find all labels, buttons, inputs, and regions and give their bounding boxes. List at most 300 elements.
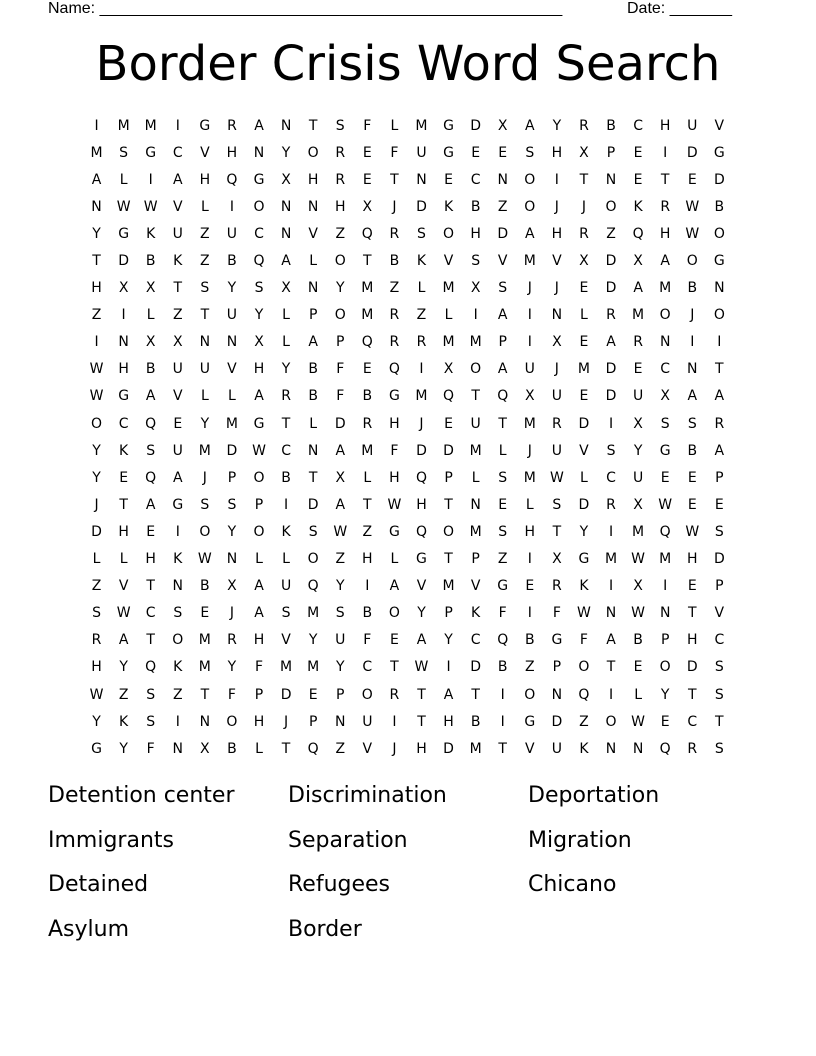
grid-letter[interactable]: H <box>253 632 265 649</box>
grid-letter[interactable]: A <box>254 388 264 405</box>
grid-letter[interactable]: O <box>334 307 346 324</box>
grid-letter[interactable]: B <box>281 469 291 486</box>
grid-letter[interactable]: X <box>281 280 291 297</box>
grid-letter[interactable]: P <box>471 551 480 568</box>
grid-letter[interactable]: X <box>660 388 670 405</box>
grid-letter[interactable]: S <box>498 523 508 540</box>
grid-letter[interactable]: O <box>443 523 455 540</box>
grid-letter[interactable]: I <box>473 307 478 324</box>
grid-letter[interactable]: X <box>470 280 481 297</box>
grid-letter[interactable]: W <box>658 496 673 513</box>
grid-letter[interactable]: W <box>333 523 348 540</box>
grid-letter[interactable]: K <box>281 523 291 540</box>
grid-letter[interactable]: S <box>335 605 345 622</box>
grid-letter[interactable]: D <box>443 442 454 459</box>
grid-letter[interactable]: O <box>713 307 725 324</box>
grid-letter[interactable]: Y <box>552 117 562 134</box>
grid-letter[interactable]: W <box>685 198 700 215</box>
grid-letter[interactable]: W <box>89 686 104 703</box>
grid-letter[interactable]: V <box>172 198 183 215</box>
grid-letter[interactable]: H <box>118 361 129 378</box>
grid-letter[interactable]: N <box>416 171 427 188</box>
grid-letter[interactable]: T <box>146 632 155 649</box>
grid-letter[interactable]: H <box>416 496 427 513</box>
grid-letter[interactable]: P <box>715 469 724 486</box>
grid-letter[interactable]: Q <box>497 388 509 405</box>
grid-letter[interactable]: W <box>685 523 700 540</box>
grid-letter[interactable]: N <box>226 551 238 568</box>
grid-letter[interactable]: O <box>659 307 671 324</box>
grid-letter[interactable]: V <box>552 253 562 270</box>
grid-letter[interactable]: I <box>94 117 99 134</box>
grid-letter[interactable]: P <box>254 496 264 513</box>
grid-letter[interactable]: P <box>336 686 345 703</box>
grid-letter[interactable]: E <box>579 280 589 297</box>
grid-letter[interactable]: Y <box>335 280 345 297</box>
grid-letter[interactable]: A <box>714 388 725 405</box>
grid-letter[interactable]: R <box>660 198 671 215</box>
grid-letter[interactable]: G <box>443 117 454 134</box>
grid-letter[interactable]: W <box>89 361 104 378</box>
grid-letter[interactable]: W <box>89 388 104 405</box>
grid-letter[interactable]: Z <box>172 307 183 324</box>
grid-letter[interactable]: L <box>390 551 399 568</box>
grid-letter[interactable]: M <box>659 551 672 568</box>
grid-letter[interactable]: H <box>416 740 427 757</box>
grid-letter[interactable]: D <box>605 361 617 378</box>
grid-letter[interactable]: S <box>308 523 318 540</box>
grid-letter[interactable]: L <box>200 198 209 215</box>
grid-letter[interactable]: X <box>335 469 346 486</box>
grid-letter[interactable]: A <box>389 578 400 595</box>
grid-letter[interactable]: E <box>633 171 643 188</box>
grid-letter[interactable]: L <box>498 442 507 459</box>
grid-letter[interactable]: J <box>202 469 207 486</box>
grid-letter[interactable]: I <box>608 523 614 540</box>
grid-letter[interactable]: M <box>198 659 211 676</box>
grid-letter[interactable]: T <box>687 605 697 622</box>
grid-letter[interactable]: E <box>119 469 129 486</box>
grid-letter[interactable]: T <box>660 171 670 188</box>
grid-letter[interactable]: E <box>687 469 697 486</box>
grid-letter[interactable]: L <box>255 551 263 568</box>
grid-letter[interactable]: E <box>173 415 183 432</box>
grid-letter[interactable]: M <box>225 415 238 432</box>
grid-letter[interactable]: O <box>713 225 725 242</box>
grid-letter[interactable]: Q <box>659 523 671 540</box>
grid-letter[interactable]: X <box>118 280 129 297</box>
grid-letter[interactable]: U <box>226 307 238 324</box>
grid-letter[interactable]: W <box>577 605 591 622</box>
grid-letter[interactable]: X <box>552 551 562 568</box>
grid-letter[interactable]: W <box>252 442 266 459</box>
grid-letter[interactable]: B <box>606 117 616 134</box>
grid-letter[interactable]: E <box>660 469 670 486</box>
grid-letter[interactable]: W <box>116 198 131 215</box>
grid-letter[interactable]: Y <box>92 225 101 242</box>
grid-letter[interactable]: U <box>362 713 373 730</box>
grid-letter[interactable]: N <box>280 225 292 242</box>
grid-letter[interactable]: I <box>392 713 397 730</box>
grid-letter[interactable]: A <box>308 334 318 351</box>
grid-letter[interactable]: Q <box>307 740 319 757</box>
grid-letter[interactable]: X <box>579 253 589 270</box>
grid-letter[interactable]: V <box>714 117 725 134</box>
grid-letter[interactable]: L <box>580 469 588 486</box>
grid-letter[interactable]: X <box>145 280 156 297</box>
grid-letter[interactable]: O <box>307 144 319 161</box>
grid-letter[interactable]: H <box>253 713 265 730</box>
grid-letter[interactable]: Z <box>200 225 210 242</box>
grid-letter[interactable]: P <box>444 605 453 622</box>
grid-letter[interactable]: M <box>415 388 428 405</box>
grid-letter[interactable]: X <box>633 253 643 270</box>
grid-letter[interactable]: A <box>172 171 183 188</box>
grid-letter[interactable]: M <box>280 659 293 676</box>
grid-letter[interactable]: O <box>605 713 617 730</box>
grid-letter[interactable]: L <box>282 307 290 324</box>
grid-letter[interactable]: N <box>551 686 563 703</box>
grid-letter[interactable]: N <box>280 198 292 215</box>
grid-letter[interactable]: Q <box>415 523 427 540</box>
grid-letter[interactable]: S <box>119 144 129 161</box>
grid-letter[interactable]: A <box>687 388 698 405</box>
grid-letter[interactable]: V <box>497 253 508 270</box>
grid-letter[interactable]: S <box>146 686 156 703</box>
grid-letter[interactable]: V <box>443 253 454 270</box>
grid-letter[interactable]: S <box>92 605 101 622</box>
grid-letter[interactable]: H <box>91 280 102 297</box>
grid-letter[interactable]: A <box>633 280 643 297</box>
grid-letter[interactable]: F <box>336 388 345 405</box>
grid-letter[interactable]: N <box>605 171 617 188</box>
grid-letter[interactable]: N <box>551 307 563 324</box>
grid-letter[interactable]: O <box>361 686 373 703</box>
grid-letter[interactable]: M <box>90 144 103 161</box>
grid-letter[interactable]: Q <box>388 361 400 378</box>
grid-letter[interactable]: N <box>199 713 211 730</box>
grid-letter[interactable]: V <box>579 442 589 459</box>
grid-letter[interactable]: O <box>605 198 617 215</box>
grid-letter[interactable]: O <box>470 361 482 378</box>
grid-letter[interactable]: O <box>253 523 265 540</box>
grid-letter[interactable]: M <box>523 253 536 270</box>
grid-letter[interactable]: Z <box>118 686 129 703</box>
grid-letter[interactable]: V <box>227 361 237 378</box>
grid-letter[interactable]: R <box>606 496 616 513</box>
grid-letter[interactable]: S <box>552 496 562 513</box>
grid-letter[interactable]: T <box>390 171 399 188</box>
grid-letter[interactable]: R <box>552 415 562 432</box>
grid-letter[interactable]: R <box>579 117 589 134</box>
grid-letter[interactable]: F <box>254 659 264 676</box>
grid-letter[interactable]: F <box>363 632 372 649</box>
grid-letter[interactable]: E <box>389 632 399 649</box>
grid-letter[interactable]: X <box>443 361 454 378</box>
grid-letter[interactable]: E <box>633 144 643 161</box>
grid-letter[interactable]: E <box>687 171 697 188</box>
grid-letter[interactable]: H <box>389 469 400 486</box>
grid-letter[interactable]: R <box>335 144 346 161</box>
grid-letter[interactable]: L <box>92 551 101 568</box>
grid-letter[interactable]: B <box>470 198 481 215</box>
grid-letter[interactable]: Q <box>361 334 373 351</box>
grid-letter[interactable]: U <box>172 442 183 459</box>
grid-letter[interactable]: X <box>497 117 508 134</box>
grid-letter[interactable]: S <box>146 713 156 730</box>
grid-letter[interactable]: H <box>524 523 536 540</box>
grid-letter[interactable]: M <box>659 280 672 297</box>
grid-letter[interactable]: O <box>388 605 400 622</box>
grid-letter[interactable]: U <box>632 388 644 405</box>
grid-letter[interactable]: X <box>200 740 210 757</box>
grid-letter[interactable]: S <box>471 253 481 270</box>
grid-letter[interactable]: Z <box>389 280 400 297</box>
grid-letter[interactable]: U <box>335 632 346 649</box>
grid-letter[interactable]: X <box>172 334 183 351</box>
grid-letter[interactable]: B <box>687 442 698 459</box>
grid-letter[interactable]: Z <box>91 578 102 595</box>
grid-letter[interactable]: K <box>119 442 129 459</box>
grid-letter[interactable]: A <box>254 117 264 134</box>
grid-letter[interactable]: O <box>253 469 265 486</box>
grid-letter[interactable]: Q <box>145 469 157 486</box>
name-field[interactable]: Name: ____________________________________________________ <box>48 0 563 17</box>
grid-letter[interactable]: G <box>551 632 563 649</box>
grid-letter[interactable]: I <box>284 496 289 513</box>
grid-letter[interactable]: Y <box>92 442 101 459</box>
grid-letter[interactable]: S <box>173 605 183 622</box>
grid-letter[interactable]: E <box>146 523 156 540</box>
grid-letter[interactable]: H <box>551 225 563 242</box>
grid-letter[interactable]: O <box>578 659 590 676</box>
grid-letter[interactable]: L <box>417 280 426 297</box>
grid-letter[interactable]: J <box>229 605 234 622</box>
grid-letter[interactable]: X <box>633 415 643 432</box>
grid-letter[interactable]: B <box>308 388 318 405</box>
grid-letter[interactable]: M <box>523 415 536 432</box>
grid-letter[interactable]: G <box>145 144 157 161</box>
grid-letter[interactable]: G <box>416 551 427 568</box>
grid-letter[interactable]: T <box>363 496 372 513</box>
grid-letter[interactable]: J <box>392 740 397 757</box>
grid-letter[interactable]: K <box>579 740 589 757</box>
grid-letter[interactable]: L <box>228 388 236 405</box>
grid-letter[interactable]: X <box>552 334 562 351</box>
grid-letter[interactable]: Y <box>227 659 237 676</box>
grid-letter[interactable]: C <box>362 659 373 676</box>
grid-letter[interactable]: I <box>446 659 451 676</box>
grid-letter[interactable]: D <box>578 496 590 513</box>
grid-letter[interactable]: O <box>443 225 455 242</box>
grid-letter[interactable]: M <box>632 307 645 324</box>
grid-letter[interactable]: T <box>308 117 318 134</box>
grid-letter[interactable]: E <box>362 171 372 188</box>
grid-letter[interactable]: Z <box>606 225 616 242</box>
grid-letter[interactable]: O <box>524 171 536 188</box>
grid-letter[interactable]: C <box>145 605 156 622</box>
grid-letter[interactable]: A <box>335 496 346 513</box>
grid-letter[interactable]: W <box>631 605 646 622</box>
grid-letter[interactable]: W <box>143 198 158 215</box>
grid-letter[interactable]: D <box>91 523 102 540</box>
grid-letter[interactable]: Z <box>200 253 210 270</box>
grid-letter[interactable]: E <box>362 144 372 161</box>
grid-letter[interactable]: N <box>659 605 671 622</box>
grid-letter[interactable]: J <box>527 442 532 459</box>
grid-letter[interactable]: Q <box>497 632 509 649</box>
grid-letter[interactable]: C <box>714 632 725 649</box>
grid-letter[interactable]: W <box>387 496 402 513</box>
grid-letter[interactable]: G <box>659 442 671 459</box>
grid-letter[interactable]: N <box>605 740 617 757</box>
grid-letter[interactable]: N <box>307 280 319 297</box>
grid-letter[interactable]: H <box>253 361 265 378</box>
grid-letter[interactable]: K <box>119 713 129 730</box>
grid-letter[interactable]: B <box>227 253 237 270</box>
grid-letter[interactable]: V <box>362 740 373 757</box>
grid-letter[interactable]: H <box>470 225 481 242</box>
grid-letter[interactable]: E <box>579 388 589 405</box>
grid-letter[interactable]: D <box>605 388 617 405</box>
grid-letter[interactable]: P <box>336 334 345 351</box>
grid-letter[interactable]: E <box>498 496 508 513</box>
grid-letter[interactable]: N <box>687 361 698 378</box>
grid-letter[interactable]: C <box>660 361 671 378</box>
grid-letter[interactable]: F <box>552 605 561 622</box>
grid-letter[interactable]: D <box>280 686 292 703</box>
grid-letter[interactable]: R <box>389 334 400 351</box>
grid-letter[interactable]: I <box>175 523 180 540</box>
grid-letter[interactable]: P <box>227 469 237 486</box>
grid-letter[interactable]: Z <box>335 551 346 568</box>
grid-letter[interactable]: D <box>686 659 698 676</box>
grid-letter[interactable]: Y <box>335 578 345 595</box>
grid-letter[interactable]: J <box>581 198 587 215</box>
grid-letter[interactable]: Q <box>659 740 671 757</box>
grid-letter[interactable]: I <box>690 334 695 351</box>
grid-letter[interactable]: U <box>524 361 535 378</box>
grid-letter[interactable]: X <box>254 334 264 351</box>
grid-letter[interactable]: P <box>308 307 318 324</box>
grid-letter[interactable]: D <box>551 713 563 730</box>
grid-letter[interactable]: E <box>444 415 453 432</box>
date-field[interactable]: Date: _______ <box>627 0 732 17</box>
grid-letter[interactable]: B <box>200 578 210 595</box>
grid-letter[interactable]: Y <box>579 523 589 540</box>
grid-letter[interactable]: S <box>606 442 616 459</box>
grid-letter[interactable]: P <box>308 713 318 730</box>
grid-letter[interactable]: E <box>660 713 670 730</box>
grid-letter[interactable]: L <box>363 469 372 486</box>
grid-letter[interactable]: O <box>199 523 211 540</box>
grid-letter[interactable]: W <box>631 551 646 568</box>
grid-letter[interactable]: J <box>392 198 397 215</box>
grid-letter[interactable]: Q <box>415 469 427 486</box>
grid-letter[interactable]: L <box>309 253 318 270</box>
grid-letter[interactable]: O <box>172 632 184 649</box>
grid-letter[interactable]: O <box>524 686 536 703</box>
grid-letter[interactable]: U <box>470 415 481 432</box>
grid-letter[interactable]: P <box>660 632 670 649</box>
grid-letter[interactable]: Z <box>579 713 589 730</box>
grid-letter[interactable]: U <box>551 740 562 757</box>
grid-letter[interactable]: V <box>200 144 210 161</box>
grid-letter[interactable]: U <box>551 388 562 405</box>
grid-letter[interactable]: G <box>497 578 509 595</box>
grid-letter[interactable]: V <box>525 740 535 757</box>
grid-letter[interactable]: H <box>334 198 346 215</box>
grid-letter[interactable]: S <box>525 144 535 161</box>
grid-letter[interactable]: I <box>419 361 424 378</box>
grid-letter[interactable]: T <box>498 740 507 757</box>
grid-letter[interactable]: J <box>690 307 695 324</box>
grid-letter[interactable]: N <box>118 334 129 351</box>
grid-letter[interactable]: N <box>226 334 238 351</box>
grid-letter[interactable]: F <box>363 117 372 134</box>
grid-letter[interactable]: Z <box>362 523 373 540</box>
grid-letter[interactable]: A <box>145 496 156 513</box>
grid-letter[interactable]: M <box>198 632 211 649</box>
grid-letter[interactable]: E <box>308 686 318 703</box>
grid-letter[interactable]: A <box>335 442 346 459</box>
grid-letter[interactable]: G <box>118 388 130 405</box>
grid-letter[interactable]: P <box>444 469 453 486</box>
grid-letter[interactable]: S <box>200 280 210 297</box>
grid-letter[interactable]: T <box>281 740 291 757</box>
grid-letter[interactable]: M <box>361 280 374 297</box>
grid-letter[interactable]: A <box>525 117 535 134</box>
grid-letter[interactable]: Y <box>308 632 318 649</box>
grid-letter[interactable]: N <box>172 578 184 595</box>
grid-letter[interactable]: D <box>713 171 725 188</box>
grid-letter[interactable]: M <box>469 523 482 540</box>
grid-letter[interactable]: D <box>307 496 319 513</box>
grid-letter[interactable]: L <box>580 307 588 324</box>
grid-letter[interactable]: D <box>605 253 617 270</box>
grid-letter[interactable]: S <box>417 225 426 242</box>
grid-letter[interactable]: H <box>389 415 400 432</box>
grid-letter[interactable]: M <box>469 740 482 757</box>
grid-letter[interactable]: H <box>118 523 129 540</box>
grid-letter[interactable]: T <box>173 280 183 297</box>
grid-letter[interactable]: N <box>335 713 346 730</box>
grid-letter[interactable]: R <box>633 334 643 351</box>
grid-letter[interactable]: P <box>715 578 724 595</box>
grid-letter[interactable]: L <box>282 334 290 351</box>
grid-letter[interactable]: G <box>713 253 725 270</box>
grid-letter[interactable]: N <box>632 740 644 757</box>
grid-letter[interactable]: B <box>524 632 535 649</box>
grid-letter[interactable]: T <box>687 686 697 703</box>
grid-letter[interactable]: J <box>527 280 532 297</box>
grid-letter[interactable]: K <box>471 605 481 622</box>
grid-letter[interactable]: S <box>335 117 345 134</box>
grid-letter[interactable]: H <box>307 171 319 188</box>
grid-letter[interactable]: A <box>91 171 102 188</box>
grid-letter[interactable]: T <box>363 253 372 270</box>
grid-letter[interactable]: U <box>416 144 427 161</box>
grid-letter[interactable]: P <box>254 686 264 703</box>
grid-letter[interactable]: Y <box>660 686 670 703</box>
grid-letter[interactable]: E <box>579 334 589 351</box>
grid-letter[interactable]: F <box>146 740 155 757</box>
grid-letter[interactable]: Q <box>578 686 590 703</box>
grid-letter[interactable]: L <box>119 551 128 568</box>
grid-letter[interactable]: L <box>309 415 318 432</box>
grid-letter[interactable]: T <box>444 496 453 513</box>
grid-letter[interactable]: I <box>175 117 180 134</box>
